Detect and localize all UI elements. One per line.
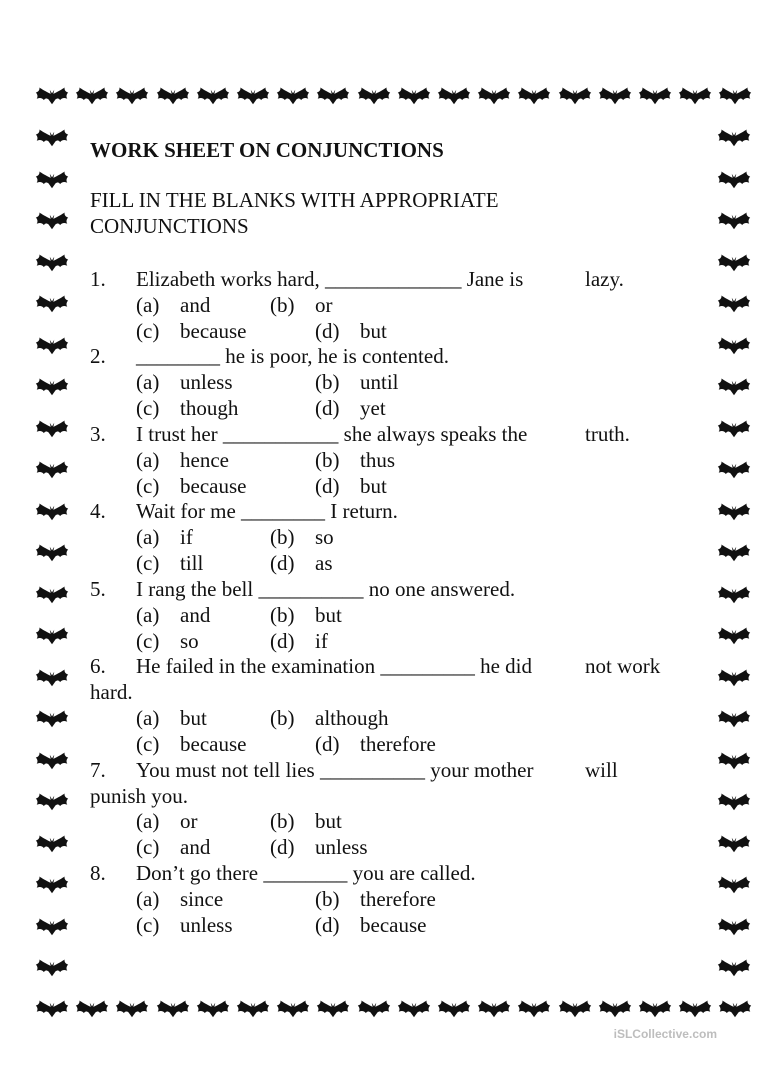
option-text: and [180,603,211,627]
question-number: 7. [90,758,106,782]
option-text: because [360,913,427,937]
question-text-end: lazy. [585,267,624,291]
question-text: You must not tell lies __________ your mother [136,758,534,782]
question-text-wrap: punish you. [90,784,189,808]
option-text: and [180,293,211,317]
option-label: (b) [315,370,340,394]
option-label: (d) [270,835,295,859]
option-text: since [180,887,224,911]
option-text: but [315,809,342,833]
option-text: and [180,835,211,859]
option-label: (b) [270,706,295,730]
option-text: if [180,525,193,549]
option-label: (a) [136,706,160,730]
option-text: therefore [360,887,436,911]
option-text: because [180,474,247,498]
question-number: 5. [90,577,106,601]
question-text-end: truth. [585,422,630,446]
option-label: (a) [136,887,160,911]
option-label: (c) [136,732,160,756]
page-title: WORK SHEET ON CONJUNCTIONS [90,138,444,162]
question-text-end: will [585,758,618,782]
option-label: (a) [136,448,160,472]
option-label: (c) [136,319,160,343]
option-label: (a) [136,293,160,317]
option-label: (d) [315,732,340,756]
option-text: till [180,551,204,575]
question-text-end: not work [585,654,661,678]
option-text: if [315,629,328,653]
option-text: so [315,525,334,549]
question-number: 8. [90,861,106,885]
option-text: though [180,396,239,420]
option-text: thus [360,448,396,472]
option-text: yet [360,396,386,420]
option-text: or [180,809,198,833]
question-number: 3. [90,422,106,446]
instruction-line-2: CONJUNCTIONS [90,214,249,238]
option-text: until [360,370,399,394]
question-text-wrap: hard. [90,680,133,704]
option-text: or [315,293,333,317]
option-label: (c) [136,551,160,575]
option-label: (a) [136,525,160,549]
option-label: (a) [136,603,160,627]
option-label: (d) [315,319,340,343]
question-number: 2. [90,344,106,368]
question-text: Elizabeth works hard, _____________ Jane is [136,267,524,291]
option-text: unless [180,913,233,937]
option-text: although [315,706,389,730]
option-text: hence [180,448,229,472]
option-label: (c) [136,913,160,937]
option-label: (b) [315,448,340,472]
option-text: as [315,551,333,575]
question-text: I trust her ___________ she always speaks the [136,422,528,446]
option-text: therefore [360,732,436,756]
option-text: because [180,319,247,343]
option-label: (b) [270,293,295,317]
question-text: Don’t go there ________ you are called. [136,861,476,885]
option-label: (d) [315,474,340,498]
option-label: (c) [136,396,160,420]
question-number: 4. [90,499,106,523]
option-label: (d) [270,551,295,575]
question-text: ________ he is poor, he is contented. [136,344,449,368]
option-label: (c) [136,835,160,859]
question-number: 6. [90,654,106,678]
option-text: unless [180,370,233,394]
option-label: (d) [315,396,340,420]
question-number: 1. [90,267,106,291]
option-label: (c) [136,474,160,498]
option-label: (b) [315,887,340,911]
option-label: (a) [136,370,160,394]
option-text: but [180,706,207,730]
option-label: (d) [270,629,295,653]
watermark-text: iSLCollective.com [613,1027,717,1041]
option-label: (c) [136,629,160,653]
option-label: (a) [136,809,160,833]
question-text: Wait for me ________ I return. [136,499,398,523]
option-label: (d) [315,913,340,937]
option-text: but [360,474,387,498]
option-text: but [360,319,387,343]
question-text: I rang the bell __________ no one answered. [136,577,516,601]
option-text: unless [315,835,368,859]
option-label: (b) [270,525,295,549]
question-text: He failed in the examination _________ he did [136,654,532,678]
option-text: but [315,603,342,627]
option-label: (b) [270,603,295,627]
option-text: because [180,732,247,756]
instruction-line-1: FILL IN THE BLANKS WITH APPROPRIATE [90,188,499,212]
option-label: (b) [270,809,295,833]
option-text: so [180,629,199,653]
